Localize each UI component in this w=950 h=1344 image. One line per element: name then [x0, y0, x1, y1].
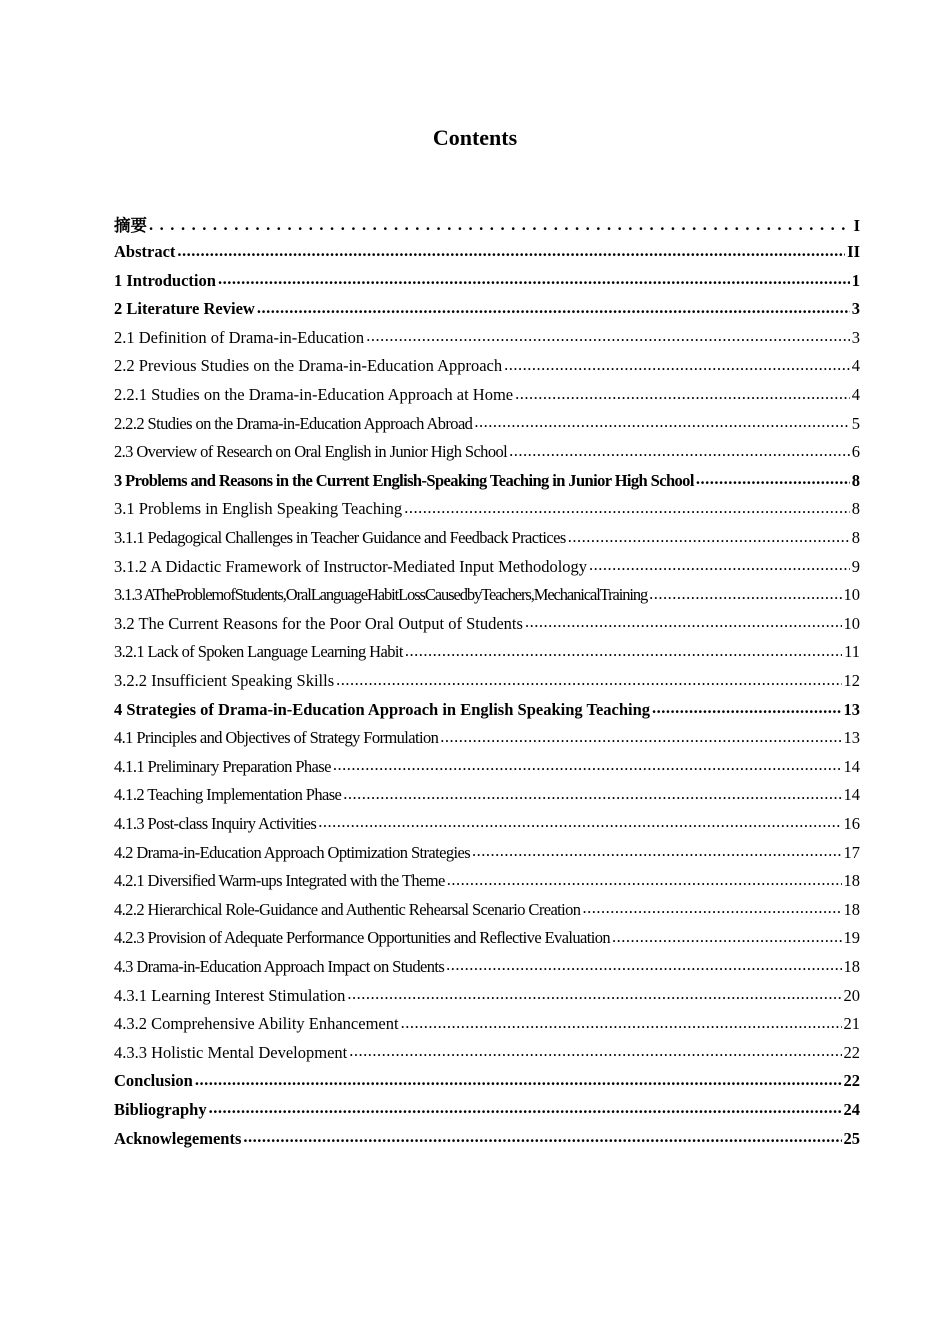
dot-leader [243, 1127, 841, 1144]
page-title: Contents [432, 125, 518, 150]
dot-leader [696, 469, 850, 486]
dot-leader [568, 527, 850, 544]
toc-entry-label: 3.1.3 ATheProblemofStudents,OralLanguageHabitLossCausedbyTeachers,MechanicalTraining [114, 585, 648, 605]
toc-entry[interactable] [114, 412, 860, 441]
toc-entry-page: 18 [843, 956, 860, 976]
table-of-contents [114, 212, 860, 1156]
toc-entry-page: II [847, 242, 860, 262]
toc-entry-label: 3 Problems and Reasons in the Current English-Speaking Teaching in Junior High School [114, 470, 694, 490]
toc-entry[interactable] [114, 641, 860, 670]
toc-entry-page: 14 [843, 785, 860, 805]
toc-entry[interactable] [114, 584, 860, 613]
toc-entry-label: 4.2.3 Provision of Adequate Performance Opportunities and Reflective Evaluation [114, 928, 611, 948]
toc-entry-page: 13 [843, 728, 860, 748]
dot-leader [474, 412, 849, 429]
dot-leader [333, 755, 842, 772]
dot-leader [177, 241, 845, 258]
toc-entry-page: 25 [843, 1128, 860, 1148]
toc-entry-label: Abstract [114, 242, 176, 262]
dot-leader [582, 898, 841, 915]
dot-leader [447, 870, 842, 887]
dot-leader [318, 812, 841, 829]
toc-entry-page: 3 [851, 299, 860, 319]
toc-entry-label: 2.2.1 Studies on the Drama-in-Education Approach at Home [114, 385, 514, 405]
toc-entry-page: 4 [851, 356, 860, 376]
toc-entry[interactable] [114, 1070, 860, 1099]
dot-leader [652, 698, 841, 715]
dot-leader [504, 355, 850, 372]
toc-entry-label: 2.3 Overview of Research on Oral English in Junior High School [114, 442, 508, 462]
toc-entry[interactable] [114, 527, 860, 556]
toc-entry-page: 22 [843, 1042, 860, 1062]
toc-entry-page: 21 [843, 1014, 860, 1034]
toc-entry-page: 24 [843, 1099, 860, 1119]
toc-entry-label: 3.2 The Current Reasons for the Poor Oral Output of Students [114, 613, 523, 633]
dot-leader [149, 215, 852, 232]
toc-entry[interactable] [114, 841, 860, 870]
toc-entry-label: 摘要 [114, 216, 147, 235]
toc-entry[interactable] [114, 984, 860, 1013]
dot-leader [525, 612, 842, 629]
toc-entry[interactable] [114, 670, 860, 699]
toc-entry-label: 2.2 Previous Studies on the Drama-in-Education Approach [114, 356, 503, 376]
dot-leader [472, 841, 841, 858]
toc-entry[interactable] [114, 698, 860, 727]
toc-entry[interactable] [114, 469, 860, 498]
toc-entry-page: 12 [843, 671, 860, 690]
toc-entry-label: 4.1.3 Post-class Inquiry Activities [114, 813, 317, 833]
toc-entry-label: 4.1 Principles and Objectives of Strategy Formulation [114, 728, 439, 748]
toc-entry-page: 10 [843, 585, 860, 605]
toc-entry[interactable] [114, 298, 860, 327]
toc-entry[interactable] [114, 555, 860, 584]
toc-entry[interactable] [114, 498, 860, 527]
toc-entry[interactable] [114, 870, 860, 899]
toc-entry-page: 16 [843, 813, 860, 833]
toc-entry-label: 3.1.1 Pedagogical Challenges in Teacher Guidance and Feedback Practices [114, 528, 566, 548]
toc-entry-page: 6 [851, 442, 860, 462]
toc-entry-page: 8 [851, 499, 860, 519]
toc-entry-page: 13 [843, 699, 860, 719]
toc-entry-label: 4 Strategies of Drama-in-Education Approach in English Speaking Teaching [114, 699, 651, 719]
toc-entry[interactable] [114, 384, 860, 413]
dot-leader [349, 1041, 841, 1058]
dot-leader [336, 670, 841, 687]
toc-entry[interactable] [114, 898, 860, 927]
dot-leader [440, 727, 841, 744]
dot-leader [401, 1013, 842, 1030]
toc-entry-label: 1 Introduction [114, 270, 216, 290]
toc-entry-label: 4.3.3 Holistic Mental Development [114, 1042, 348, 1062]
toc-entry-page: 3 [851, 327, 860, 347]
toc-entry[interactable] [114, 355, 860, 384]
toc-entry-label: 2.2.2 Studies on the Drama-in-Education Approach Abroad [114, 413, 473, 433]
toc-entry[interactable] [114, 784, 860, 813]
toc-entry-label: 4.1.1 Preliminary Preparation Phase [114, 756, 331, 776]
dot-leader [218, 269, 850, 286]
toc-entry[interactable] [114, 1098, 860, 1127]
dot-leader [649, 584, 841, 601]
dot-leader [515, 384, 850, 401]
dot-leader [405, 641, 842, 658]
toc-entry-label: Conclusion [114, 1071, 193, 1091]
toc-entry[interactable] [114, 955, 860, 984]
dot-leader [589, 555, 850, 572]
dot-leader [343, 784, 841, 801]
toc-entry-page: 11 [844, 642, 860, 662]
dot-leader [347, 984, 841, 1001]
dot-leader [404, 498, 850, 515]
toc-entry-page: 18 [843, 871, 860, 891]
dot-leader [509, 441, 850, 458]
toc-entry[interactable] [114, 441, 860, 470]
toc-entry-page: 8 [851, 528, 860, 548]
toc-entry-label: 4.3.1 Learning Interest Stimulation [114, 985, 346, 1005]
toc-entry-page: 19 [843, 928, 860, 948]
toc-entry-page: 4 [851, 385, 860, 405]
toc-entry-label: Bibliography [114, 1099, 207, 1119]
toc-entry[interactable] [114, 212, 860, 241]
dot-leader [195, 1070, 842, 1087]
toc-entry-page: 1 [851, 270, 860, 290]
toc-entry[interactable] [114, 612, 860, 641]
toc-entry-label: 3.2.2 Insufficient Speaking Skills [114, 671, 335, 690]
toc-entry-page: 18 [843, 899, 860, 919]
toc-entry-label: 4.3.2 Comprehensive Ability Enhancement [114, 1014, 399, 1034]
dot-leader [366, 326, 850, 343]
toc-entry-page: 9 [851, 556, 860, 576]
toc-entry[interactable] [114, 326, 860, 355]
toc-entry-page: 10 [843, 613, 860, 633]
toc-entry-label: Acknowlegements [114, 1128, 242, 1148]
toc-entry-label: 2 Literature Review [114, 299, 255, 319]
toc-entry-label: 3.1 Problems in English Speaking Teaching [114, 499, 403, 519]
toc-entry-label: 2.1 Definition of Drama-in-Education [114, 327, 365, 347]
dot-leader [257, 298, 850, 315]
dot-leader [209, 1098, 842, 1115]
toc-entry-label: 4.2 Drama-in-Education Approach Optimization Strategies [114, 842, 471, 862]
toc-entry[interactable] [114, 812, 860, 841]
dot-leader [612, 927, 841, 944]
toc-entry[interactable] [114, 727, 860, 756]
toc-entry-page: 22 [843, 1071, 860, 1091]
toc-entry-page: 5 [851, 413, 860, 433]
toc-entry[interactable] [114, 269, 860, 298]
toc-entry-label: 4.3 Drama-in-Education Approach Impact on Students [114, 956, 445, 976]
toc-entry-page: I [853, 216, 860, 235]
dot-leader [446, 955, 841, 972]
toc-entry-label: 4.1.2 Teaching Implementation Phase [114, 785, 342, 805]
toc-entry-page: 8 [851, 470, 860, 490]
toc-entry[interactable] [114, 1041, 860, 1070]
toc-entry-label: 3.2.1 Lack of Spoken Language Learning Habit [114, 642, 403, 662]
toc-entry-page: 17 [843, 842, 860, 862]
toc-entry-label: 4.2.1 Diversified Warm-ups Integrated with the Theme [114, 871, 445, 891]
toc-entry-page: 20 [843, 985, 860, 1005]
toc-entry[interactable] [114, 241, 860, 270]
toc-entry[interactable] [114, 1127, 860, 1156]
toc-entry-label: 4.2.2 Hierarchical Role-Guidance and Authentic Rehearsal Scenario Creation [114, 899, 581, 919]
toc-entry[interactable] [114, 1013, 860, 1042]
toc-entry[interactable] [114, 927, 860, 956]
toc-entry[interactable] [114, 755, 860, 784]
toc-entry-label: 3.1.2 A Didactic Framework of Instructor-Mediated Input Methodology [114, 556, 588, 576]
toc-entry-page: 14 [843, 756, 860, 776]
